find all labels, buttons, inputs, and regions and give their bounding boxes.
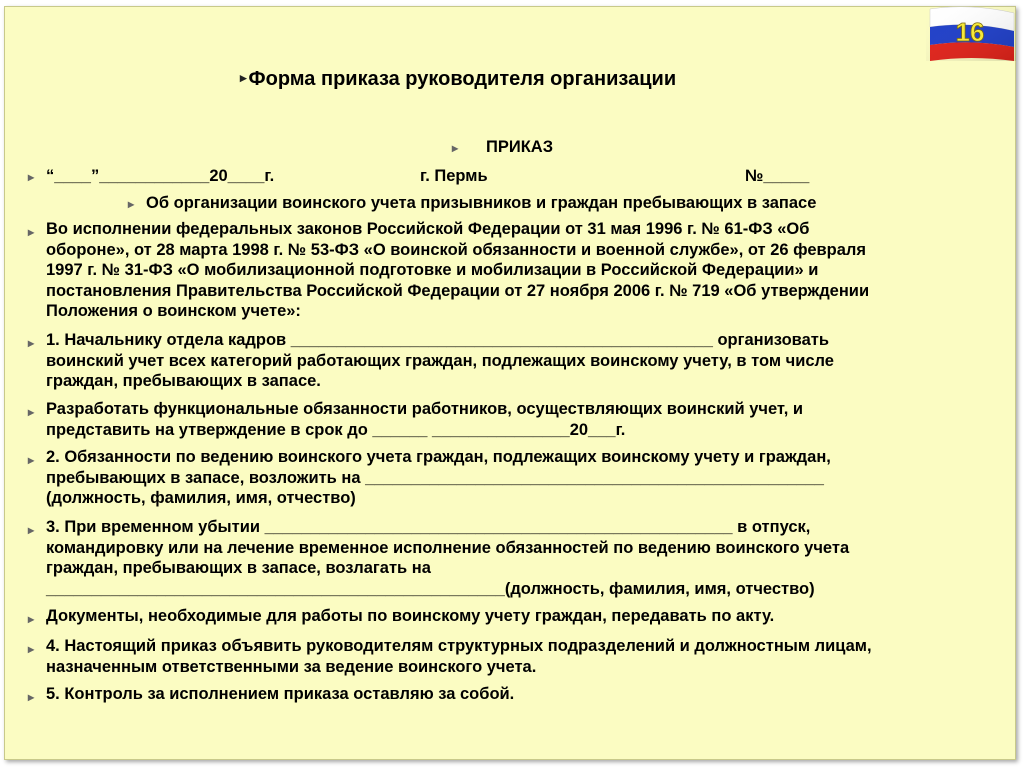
triangle-right-icon: ▸ bbox=[28, 170, 35, 184]
order-city: г. Пермь bbox=[420, 167, 488, 185]
triangle-right-icon: ▸ bbox=[28, 612, 35, 626]
triangle-right-icon: ▸ bbox=[128, 197, 135, 211]
paragraph-item-1: 1. Начальнику отдела кадров ______________________________________________ организовать воинский учет всех категорий работающих граждан, подлежащих воинскому учету, в том числе граждан, пребывающих в запасе. bbox=[46, 331, 834, 390]
triangle-right-icon: ▸ bbox=[28, 642, 35, 656]
triangle-right-icon: ▸ bbox=[452, 141, 459, 155]
paragraph-item-3: 3. При временном убытии ___________________________________________________ в отпуск, командировку или на лечение временное исполнение обязанностей по ведению воинского учета граждан, пребывающих в запасе, возлагать на __________________________________________________(должность, фамилия, имя, отчество) bbox=[46, 518, 850, 598]
paragraph-documents: Документы, необходимые для работы по воинскому учету граждан, передавать по акту. bbox=[46, 607, 775, 625]
badge-number: 16 bbox=[955, 17, 985, 47]
order-number: №_____ bbox=[745, 167, 810, 185]
paragraph-preamble: Во исполнении федеральных законов Российской Федерации от 31 мая 1996 г. № 61-ФЗ «Об обороне», от 28 марта 1998 г. № 53-ФЗ «О воинской обязанности и военной службе», от 26 февраля 1997 г. № 31-ФЗ «О мобилизационной подготовке и мобилизации в Российской Федерации» и постановления Правительства Российской Федерации от 27 ноября 2006 г. № 719 «Об утверждении Положения о воинском учете»: bbox=[46, 220, 870, 320]
paragraph-item-5: 5. Контроль за исполнением приказа оставляю за собой. bbox=[46, 685, 515, 703]
order-subject: Об организации воинского учета призывников и граждан пребывающих в запасе bbox=[146, 194, 817, 212]
triangle-right-icon: ▸ bbox=[28, 690, 35, 704]
paragraph-item-4: 4. Настоящий приказ объявить руководителям структурных подразделений и должностным лицам, назначенным ответственными за ведение воинского учета. bbox=[46, 637, 872, 676]
triangle-right-icon: ▸ bbox=[28, 336, 35, 350]
paragraph-item-2: 2. Обязанности по ведению воинского учета граждан, подлежащих воинскому учету и граждан, пребывающих в запасе, возложить на __________________________________________________ (должность, фамилия, имя, отчество) bbox=[46, 448, 831, 507]
triangle-right-icon: ▸ bbox=[28, 523, 35, 537]
triangle-right-icon: ▸ bbox=[28, 405, 35, 419]
order-date-line: “____”____________20____г. bbox=[46, 167, 275, 185]
triangle-right-icon: ▸ bbox=[240, 70, 247, 85]
triangle-right-icon: ▸ bbox=[28, 225, 35, 239]
order-heading: ПРИКАЗ bbox=[486, 138, 554, 156]
paragraph-develop-duties: Разработать функциональные обязанности работников, осуществляющих воинский учет, и представить на утверждение в срок до ______ _______________20___г. bbox=[46, 400, 804, 439]
triangle-right-icon: ▸ bbox=[28, 453, 35, 467]
slide-title-text: Форма приказа руководителя организации bbox=[248, 68, 677, 90]
